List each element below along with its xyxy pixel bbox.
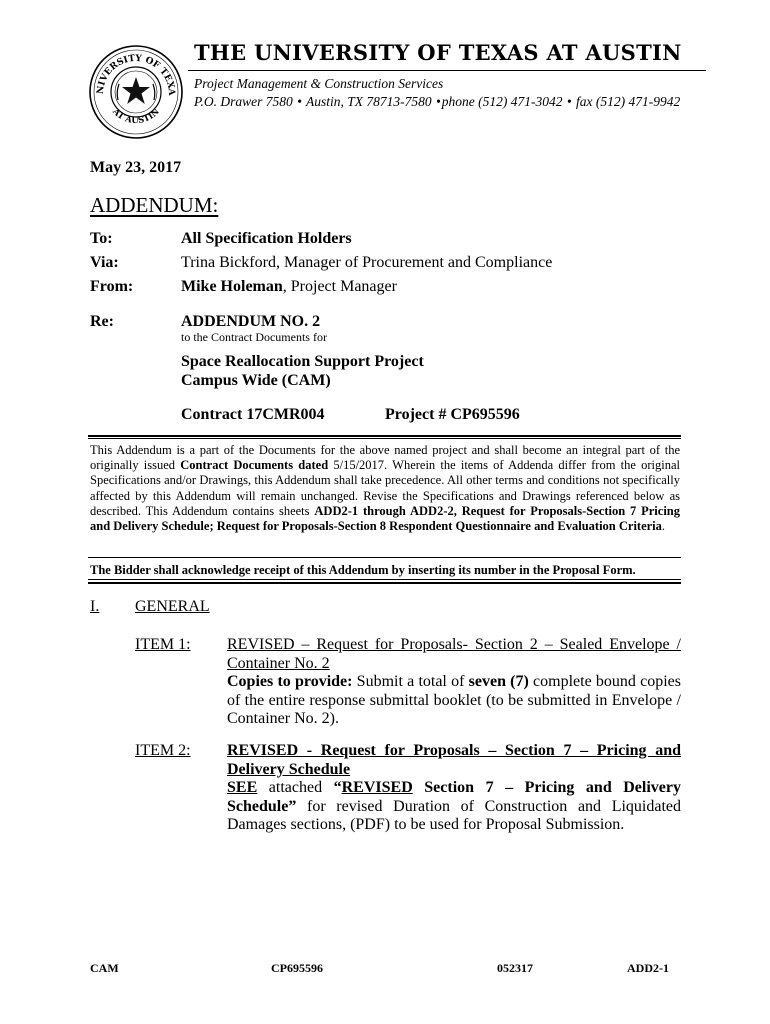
item-1-body	[227, 636, 681, 729]
document-heading: ADDENDUM:	[90, 193, 219, 217]
address-separator: •	[436, 94, 441, 109]
address-separator: •	[297, 94, 302, 109]
re-note: to the Contract Documents for	[181, 330, 327, 344]
item-1-bold-count: seven (7)	[468, 673, 529, 690]
item-2-text	[227, 779, 681, 835]
department-name: Project Management & Construction Services	[194, 76, 444, 91]
university-seal-icon	[88, 44, 184, 140]
intro-text-2: 5/15/2017. Wherein the items of Addenda differ from the original Specifications and/or Drawings, this Addendum shall take precedence. All other terms and conditions not specifically affected by this Addendum will remain unchanged. Revise the Specifications and Drawings referenced below as described. This Addendum contains sheets	[90, 458, 680, 518]
intro-top-rule	[88, 435, 681, 437]
document-date: May 23, 2017	[90, 159, 182, 176]
item-2-text-1: attached	[257, 779, 334, 796]
item-2-quote-open: “	[333, 779, 342, 796]
via-value: Trina Bickford, Manager of Procurement and Compliance	[181, 254, 553, 271]
via-label: Via:	[90, 254, 119, 271]
from-name: Mike Holeman	[181, 278, 283, 295]
po-box: P.O. Drawer 7580	[194, 94, 293, 109]
contract-number: Contract 17CMR004	[181, 406, 325, 423]
addendum-number: ADDENDUM NO. 2	[181, 313, 321, 330]
item-1-bold-lead: Copies to provide:	[227, 673, 353, 690]
item-2-label: ITEM 2:	[135, 742, 191, 759]
footer-page-number: ADD2-1	[627, 961, 669, 975]
project-name: Space Reallocation Support Project	[181, 353, 424, 370]
item-1-text-2: complete bound copies of the entire response submittal booklet (to be submitted in Envelope / Container No. 2).	[227, 673, 681, 727]
intro-bold-2: ADD2-1 through ADD2-2, Request for Proposals-Section 7 Pricing and Delivery Schedule; Request for Proposals-Section 8 Respondent Questionnaire and Evaluation Criteria	[90, 503, 680, 534]
intro-text-1: This Addendum is a part of the Documents for the above named project and shall become an integral part of the originally issued	[90, 443, 680, 473]
city-zip: Austin, TX 78713-7580	[306, 94, 432, 109]
addendum-intro	[90, 443, 680, 534]
intro-bottom-rule	[88, 579, 681, 580]
from-title: , Project Manager	[282, 278, 397, 295]
footer-location: CAM	[90, 961, 119, 975]
item-2-heading: REVISED - Request for Proposals – Section 7 – Pricing and Delivery Schedule	[227, 742, 681, 778]
to-value: All Specification Holders	[181, 230, 352, 247]
project-location: Campus Wide (CAM)	[181, 372, 331, 389]
address-separator: •	[566, 94, 572, 109]
project-number: Project # CP695596	[385, 406, 520, 423]
header-divider	[188, 70, 706, 71]
to-label: To:	[90, 230, 113, 247]
item-2-revised: REVISED	[341, 779, 413, 796]
footer-project: CP695596	[271, 961, 323, 975]
fax-number: fax (512) 471-9942	[575, 94, 681, 109]
item-1-label: ITEM 1:	[135, 636, 191, 653]
phone-number: phone (512) 471-3042	[441, 94, 563, 109]
intro-text-3: .	[661, 519, 666, 534]
item-2-body	[227, 742, 681, 835]
footer-date-code: 052317	[497, 961, 533, 975]
svg-text:UNIVERSITY OF TEXAS: NIVERSITY OF TEXA	[95, 53, 177, 96]
intro-mid-rule	[88, 557, 681, 558]
intro-bold-1: Contract Documents dated	[180, 458, 329, 473]
re-label: Re:	[90, 313, 114, 330]
item-2-text-2: for revised Duration of Construction and Liquidated Damages sections, (PDF) to be used for Proposal Submission.	[227, 797, 681, 833]
item-2-bold-title: Section 7 – Pricing and Delivery Schedule”	[227, 779, 681, 815]
intro-bottom-rule-outer	[88, 582, 681, 584]
university-name: THE UNIVERSITY OF TEXAS AT AUSTIN	[194, 40, 682, 65]
contact-address	[194, 94, 680, 110]
acknowledgement-note: The Bidder shall acknowledge receipt of this Addendum by inserting its number in the Proposal Form.	[90, 563, 636, 577]
intro-top-rule-inner	[88, 438, 681, 439]
from-label: From:	[90, 278, 134, 295]
svg-text:AT AUSTIN: AT AUSTIN	[110, 106, 162, 127]
item-1-text	[227, 673, 681, 729]
section-number: I.	[90, 598, 100, 615]
item-2-see: SEE	[227, 779, 258, 796]
item-1-heading: REVISED – Request for Proposals- Section 2 – Sealed Envelope / Container No. 2	[227, 636, 681, 672]
from-value	[181, 278, 397, 296]
section-title: GENERAL	[135, 598, 210, 615]
item-1-text-1: Submit a total of	[352, 673, 469, 690]
